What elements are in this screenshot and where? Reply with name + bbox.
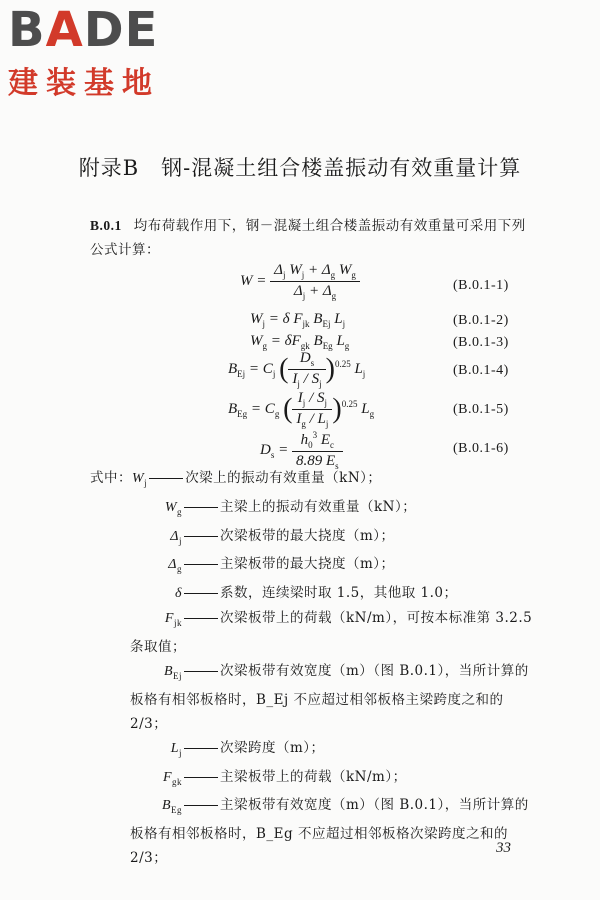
- definition-item: [90, 659, 540, 736]
- definition-item: [90, 466, 540, 495]
- definition-text: 次梁上的振动有效重量（kN）；: [185, 470, 382, 486]
- symbol: $B_{Ej}$: [163, 663, 182, 681]
- symbol: $W_g$: [164, 499, 182, 517]
- symbol: $F_{jk}$: [164, 611, 182, 628]
- equation-number-5: (B.0.1-5): [453, 402, 509, 417]
- definition-text: 主梁板带的最大挠度（m）；: [220, 556, 395, 573]
- formula-3: $W_g = \delta F_{gk}$ $B_{Eg}$ $L_g$: [250, 333, 350, 351]
- symbol: δ: [174, 586, 182, 602]
- intro-paragraph: [90, 214, 532, 262]
- definition-text: 主梁上的振动有效重量（kN）；: [220, 498, 417, 515]
- formula-2: $W_j = \delta$ $F_{jk}$ $B_{Ej}$ $L_j$: [250, 311, 346, 329]
- symbol: $B_{Eg}$: [161, 798, 182, 816]
- symbol: $\Delta_g$: [168, 557, 182, 575]
- symbol: $L_j$: [170, 740, 182, 758]
- definition-text: 次梁板带的最大挠度（m）；: [220, 527, 395, 544]
- definition-item: [90, 524, 540, 553]
- symbol: $\Delta_j$: [170, 528, 182, 546]
- logo-wordmark: BADE: [8, 2, 159, 58]
- definition-text: 次梁板带上的荷载（kN/m），可按本标准第 3.2.5 条取值；: [130, 610, 533, 655]
- intro-text: 均布荷载作用下，钢－混凝土组合楼盖振动有效重量可采用下列公式计算：: [90, 218, 526, 258]
- appendix-title: 附录B 钢-混凝土组合楼盖振动有效重量计算: [78, 156, 522, 180]
- definition-item: [90, 606, 540, 659]
- symbol: $W_j$: [132, 471, 148, 488]
- definition-text: 主梁板带上的荷载（kN/m）；: [220, 768, 407, 785]
- definition-text: 系数，连续梁时取 1.5，其他取 1.0；: [220, 585, 458, 602]
- definition-text: 次梁板带有效宽度（m）（图 B.0.1），当所计算的板格有相邻板格时，B_Ej 不应超过相邻板格主梁跨度之和的 2/3；: [130, 662, 529, 732]
- equation-number-1: (B.0.1-1): [453, 278, 509, 293]
- formula-6: $D_s$ = $\frac{h_0^3 E_c}{8.89 E_s}$: [260, 430, 343, 471]
- clause-number: B.0.1: [90, 218, 122, 233]
- logo-chinese-text: 建装基地: [8, 66, 160, 101]
- page-number: 33: [496, 840, 511, 856]
- equation-number-3: (B.0.1-3): [453, 335, 509, 350]
- definition-text: 次梁跨度（m）；: [220, 739, 325, 756]
- formula-5: $B_{Eg} = C_g$ ( $\frac{I_j / S_j}{I_g / L_j}$ )$^{0.25}$ $L_g$: [228, 390, 375, 429]
- definition-item: [90, 793, 540, 870]
- bade-logo: [8, 4, 178, 102]
- definition-item: [90, 581, 540, 606]
- definition-list: [90, 466, 540, 870]
- definition-item: [90, 736, 540, 765]
- definitions-lead: 式中：: [90, 470, 132, 486]
- equation-number-6: (B.0.1-6): [453, 441, 509, 456]
- definition-text: 主梁板带有效宽度（m）（图 B.0.1），当所计算的板格有相邻板格时，B_Eg 不应超过相邻板格次梁跨度之和的 2/3；: [130, 797, 529, 867]
- symbol: $F_{gk}$: [162, 769, 182, 787]
- definition-item: [90, 495, 540, 524]
- formula-1: W = $\frac{\Delta_j W_j + \Delta_g W_g}{\Delta_j + \Delta_g}$: [240, 262, 360, 301]
- equation-number-4: (B.0.1-4): [453, 363, 509, 378]
- definition-item: [90, 552, 540, 581]
- definition-item: [90, 765, 540, 794]
- formula-4: $B_{Ej} = C_j$ ( $\frac{D_s}{I_j / S_j}$ )$^{0.25}$ $L_j$: [228, 350, 366, 389]
- equation-number-2: (B.0.1-2): [453, 313, 509, 328]
